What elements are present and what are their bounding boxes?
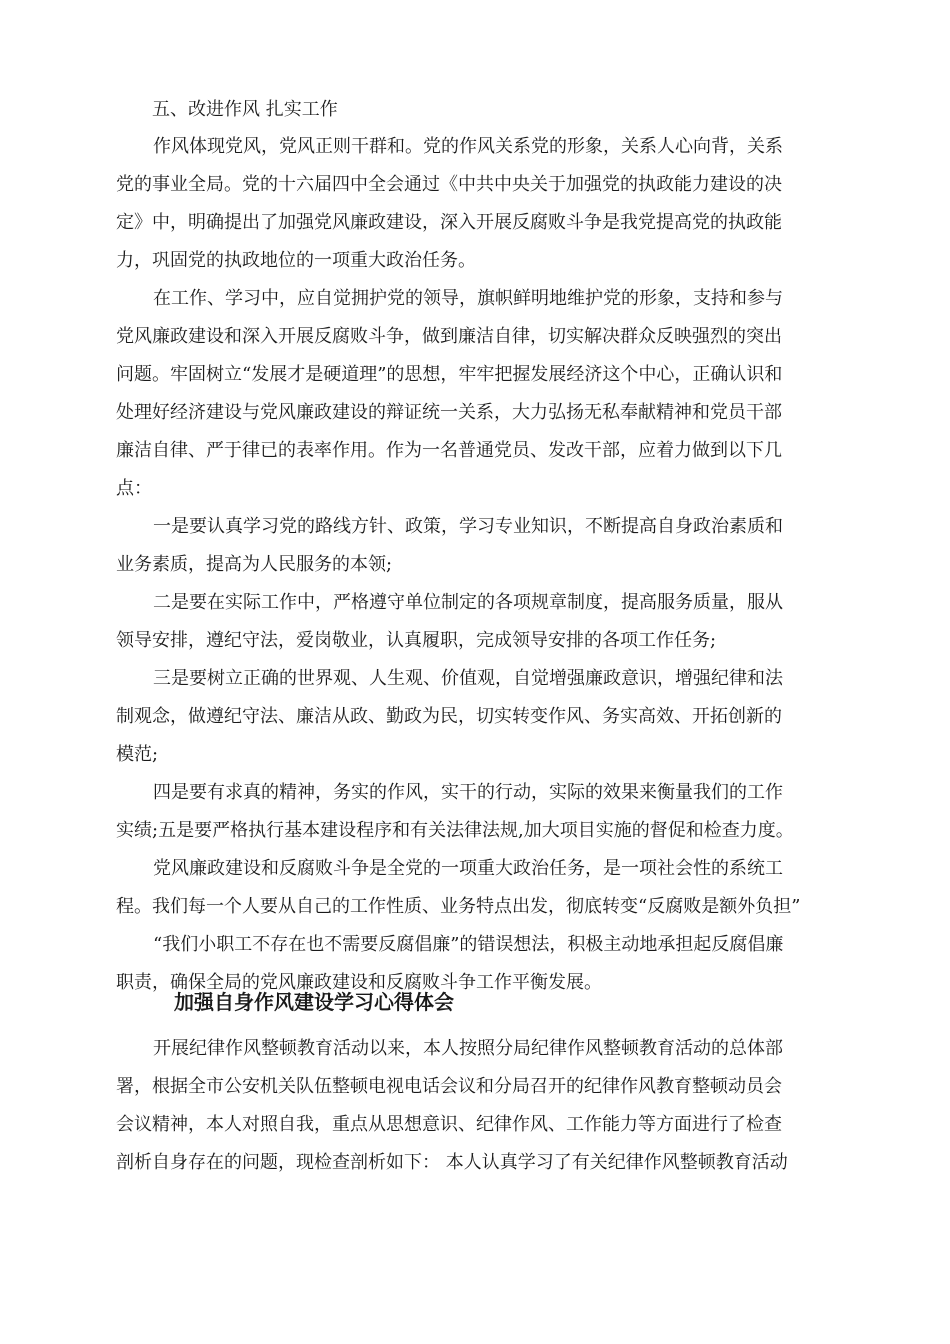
- paragraph-line: 程。我们每一个人要从自己的工作性质、业务特点出发，彻底转变“反腐败是额外负担”: [116, 896, 801, 917]
- paragraph-line: 点：: [116, 478, 152, 499]
- essay-body: [116, 1030, 836, 1182]
- paragraph-line: 职责，确保全局的党风廉政建设和反腐败斗争工作平衡发展。: [116, 972, 602, 993]
- paragraph-line: 署，根据全市公安机关队伍整顿电视电话会议和分局召开的纪律作风教育整顿动员会: [116, 1076, 782, 1097]
- paragraph-line: 二是要在实际工作中，严格遵守单位制定的各项规章制度，提高服务质量，服从: [153, 592, 783, 613]
- paragraph-line: 剖析自身存在的问题，现检查剖析如下： 本人认真学习了有关纪律作风整顿教育活动: [116, 1152, 788, 1173]
- paragraph-line: 四是要有求真的精神，务实的作风，实干的行动，实际的效果来衡量我们的工作: [153, 782, 783, 803]
- body-text: [116, 128, 836, 1002]
- paragraph-line: 开展纪律作风整顿教育活动以来，本人按照分局纪律作风整顿教育活动的总体部: [153, 1038, 783, 1059]
- paragraph-line: 处理好经济建设与党风廉政建设的辩证统一关系，大力弘扬无私奉献精神和党员干部: [116, 402, 782, 423]
- paragraph-line: 在工作、学习中，应自觉拥护党的领导，旗帜鲜明地维护党的形象，支持和参与: [153, 288, 783, 309]
- paragraph-line: 模范;: [116, 744, 159, 765]
- paragraph-line: 三是要树立正确的世界观、人生观、价值观，自觉增强廉政意识，增强纪律和法: [153, 668, 783, 689]
- paragraph-line: 党风廉政建设和反腐败斗争是全党的一项重大政治任务，是一项社会性的系统工: [153, 858, 783, 879]
- paragraph-line: 廉洁自律、严于律已的表率作用。作为一名普通党员、发改干部，应着力做到以下几: [116, 440, 782, 461]
- essay-title: 加强自身作风建设学习心得体会: [174, 990, 454, 1014]
- paragraph-line: 会议精神，本人对照自我，重点从思想意识、纪律作风、工作能力等方面进行了检查: [116, 1114, 782, 1135]
- paragraph-line: 党风廉政建设和深入开展反腐败斗争，做到廉洁自律，切实解决群众反映强烈的突出: [116, 326, 782, 347]
- paragraph-line: 作风体现党风，党风正则干群和。党的作风关系党的形象，关系人心向背，关系: [153, 136, 783, 157]
- paragraph-line: 业务素质，提高为人民服务的本领;: [116, 554, 393, 575]
- paragraph-line: 制观念，做遵纪守法、廉洁从政、勤政为民，切实转变作风、务实高效、开拓创新的: [116, 706, 782, 727]
- paragraph-line: 问题。牢固树立“发展才是硬道理”的思想，牢牢把握发展经济这个中心，正确认识和: [116, 364, 783, 385]
- paragraph-line: 一是要认真学习党的路线方针、政策，学习专业知识，不断提高自身政治素质和: [153, 516, 783, 537]
- paragraph-line: 党的事业全局。党的十六届四中全会通过《中共中央关于加强党的执政能力建设的决: [116, 174, 782, 195]
- section-heading: 五、改进作风 扎实工作: [152, 99, 338, 120]
- paragraph-line: 领导安排，遵纪守法，爱岗敬业，认真履职，完成领导安排的各项工作任务;: [116, 630, 717, 651]
- paragraph-line: 定》中，明确提出了加强党风廉政建设，深入开展反腐败斗争是我党提高党的执政能: [116, 212, 782, 233]
- paragraph-line: 力，巩固党的执政地位的一项重大政治任务。: [116, 250, 476, 271]
- paragraph-line: “我们小职工不存在也不需要反腐倡廉”的错误想法，积极主动地承担起反腐倡廉: [153, 934, 784, 955]
- paragraph-line: 实绩;五是要严格执行基本建设程序和有关法律法规,加大项目实施的督促和检查力度。: [116, 820, 794, 841]
